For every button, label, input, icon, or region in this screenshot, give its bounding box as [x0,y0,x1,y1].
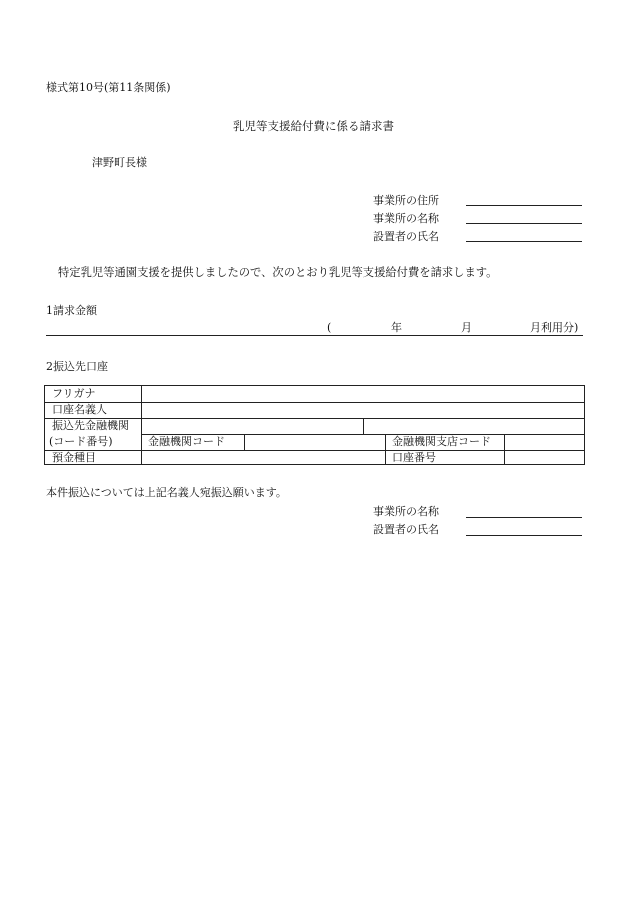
business-address-line[interactable] [466,205,582,206]
furigana-label: フリガナ [52,387,96,400]
closing-founder-name-label: 設置者の氏名 [373,523,439,536]
closing-statement: 本件振込については上記名義人宛振込願います。 [46,486,287,499]
business-name-label: 事業所の名称 [373,212,439,225]
business-address-label: 事業所の住所 [373,194,439,207]
institution-label: 振込先金融機関 [52,419,129,432]
intro-text: 特定乳児等通園支援を提供しましたので、次のとおり乳児等支援給付費を請求します。 [58,266,498,279]
claim-usage-label: 月利用分) [530,321,579,334]
claim-month-label: 月 [461,321,472,334]
closing-business-name-label: 事業所の名称 [373,505,439,518]
claim-open-paren: ( [327,321,332,334]
table-col-divider [141,386,142,464]
account-number-label: 口座番号 [392,451,436,464]
closing-founder-name-line[interactable] [466,535,582,536]
code-number-label: (コード番号) [49,435,113,448]
table-row-divider [45,402,584,403]
table-col-divider [504,434,505,464]
business-name-line[interactable] [466,223,582,224]
claim-amount-line[interactable] [46,335,583,336]
account-holder-label: 口座名義人 [52,403,107,416]
founder-name-line[interactable] [466,241,582,242]
account-type-label: 預金種目 [52,451,96,464]
table-col-divider [363,418,364,434]
page-title: 乳児等支援給付費に係る請求書 [233,119,394,133]
addressee: 津野町長様 [92,156,147,169]
claim-year-label: 年 [391,321,402,334]
table-col-divider [385,434,386,464]
section1-heading: 1請求金額 [46,304,97,317]
bank-code-label: 金融機関コード [148,435,225,448]
form-number: 様式第10号(第11条関係) [46,81,171,94]
section2-heading: 2振込先口座 [46,360,108,373]
table-col-divider [244,434,245,450]
bank-account-table [44,385,585,465]
branch-code-label: 金融機関支店コード [392,435,491,448]
closing-business-name-line[interactable] [466,517,582,518]
founder-name-label: 設置者の氏名 [373,230,439,243]
